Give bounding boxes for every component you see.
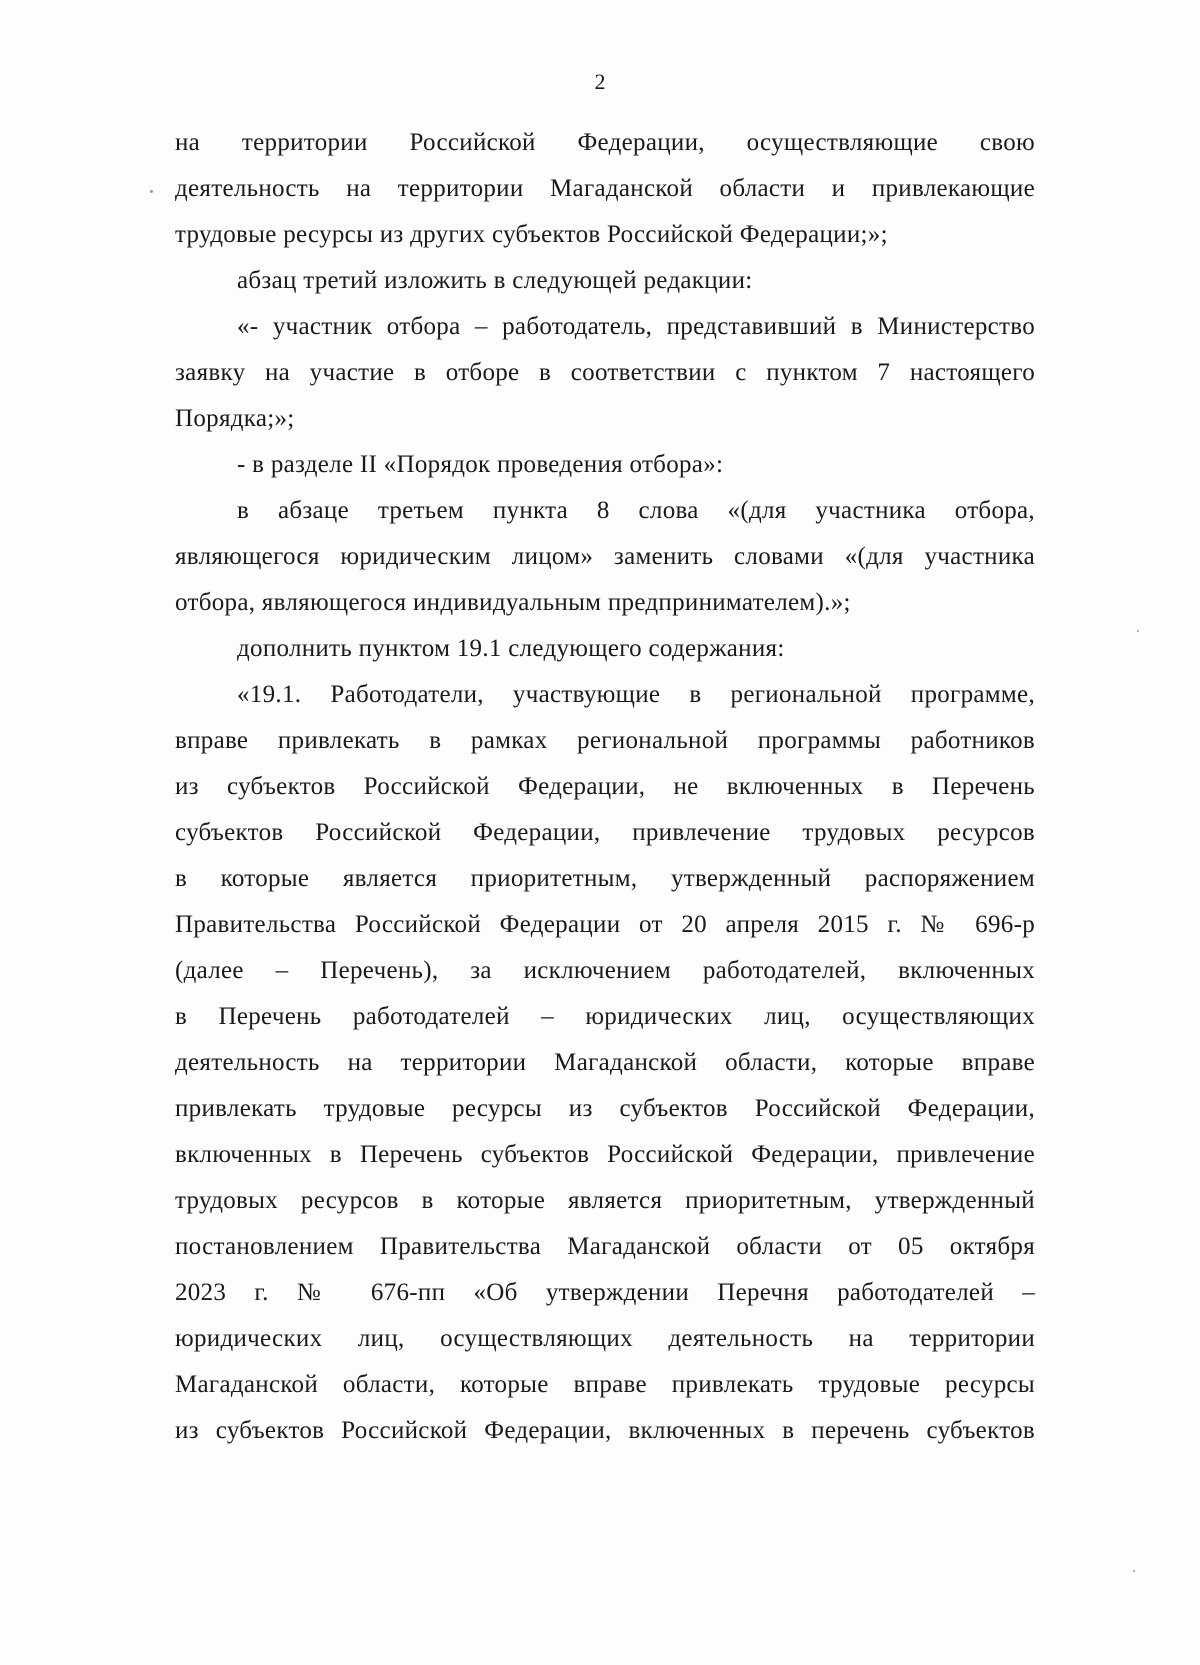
text-line: Правительства Российской Федерации от 20 апреля 2015 г. № 696-р <box>175 911 1035 938</box>
scan-speck <box>1137 630 1139 632</box>
page-number: 2 <box>594 69 606 94</box>
text-line: абзац третий изложить в следующей редакции: <box>237 267 753 294</box>
text-line: (далее – Перечень), за исключением работодателей, включенных <box>175 957 1035 984</box>
text-line: Порядка;»; <box>175 405 295 432</box>
text-line: - в разделе II «Порядок проведения отбора»: <box>237 451 724 478</box>
paragraph <box>175 626 1035 672</box>
paragraph <box>175 442 1035 488</box>
text-line: заявку на участие в отборе в соответствии с пунктом 7 настоящего <box>175 359 1035 386</box>
text-line: в абзаце третьем пункта 8 слова «(для участника отбора, <box>237 497 1035 524</box>
paragraph <box>175 304 1035 442</box>
paragraph <box>175 488 1035 626</box>
text-line: деятельность на территории Магаданской области, которые вправе <box>175 1049 1035 1076</box>
text-line: включенных в Перечень субъектов Российской Федерации, привлечение <box>175 1141 1035 1168</box>
text-line: в которые является приоритетным, утвержденный распоряжением <box>175 865 1035 892</box>
paragraph <box>175 120 1035 258</box>
text-line: трудовые ресурсы из других субъектов Российской Федерации;»; <box>175 221 888 248</box>
text-line: постановлением Правительства Магаданской области от 05 октября <box>175 1233 1035 1260</box>
document-body <box>175 120 1035 1454</box>
text-line: на территории Российской Федерации, осуществляющие свою <box>175 129 1035 156</box>
scan-speck <box>150 190 153 193</box>
text-line: «- участник отбора – работодатель, представивший в Министерство <box>237 313 1035 340</box>
text-line: привлекать трудовые ресурсы из субъектов Российской Федерации, <box>175 1095 1035 1122</box>
paragraph <box>175 672 1035 1454</box>
paragraph <box>175 258 1035 304</box>
text-line: «19.1. Работодатели, участвующие в региональной программе, <box>237 681 1035 708</box>
text-line: деятельность на территории Магаданской области и привлекающие <box>175 175 1035 202</box>
text-line: Магаданской области, которые вправе привлекать трудовые ресурсы <box>175 1371 1035 1398</box>
text-line: субъектов Российской Федерации, привлечение трудовых ресурсов <box>175 819 1035 846</box>
text-line: дополнить пунктом 19.1 следующего содержания: <box>237 635 785 662</box>
text-line: в Перечень работодателей – юридических лиц, осуществляющих <box>175 1003 1035 1030</box>
text-line: вправе привлекать в рамках региональной программы работников <box>175 727 1035 754</box>
text-line: трудовых ресурсов в которые является приоритетным, утвержденный <box>175 1187 1035 1214</box>
text-line: юридических лиц, осуществляющих деятельность на территории <box>175 1325 1035 1352</box>
text-line: из субъектов Российской Федерации, включенных в перечень субъектов <box>175 1417 1035 1444</box>
scan-speck <box>1133 1570 1135 1572</box>
text-line: 2023 г. № 676-пп «Об утверждении Перечня работодателей – <box>175 1279 1035 1306</box>
text-line: из субъектов Российской Федерации, не включенных в Перечень <box>175 773 1035 800</box>
text-line: являющегося юридическим лицом» заменить словами «(для участника <box>175 543 1035 570</box>
text-line: отбора, являющегося индивидуальным предпринимателем).»; <box>175 589 851 616</box>
